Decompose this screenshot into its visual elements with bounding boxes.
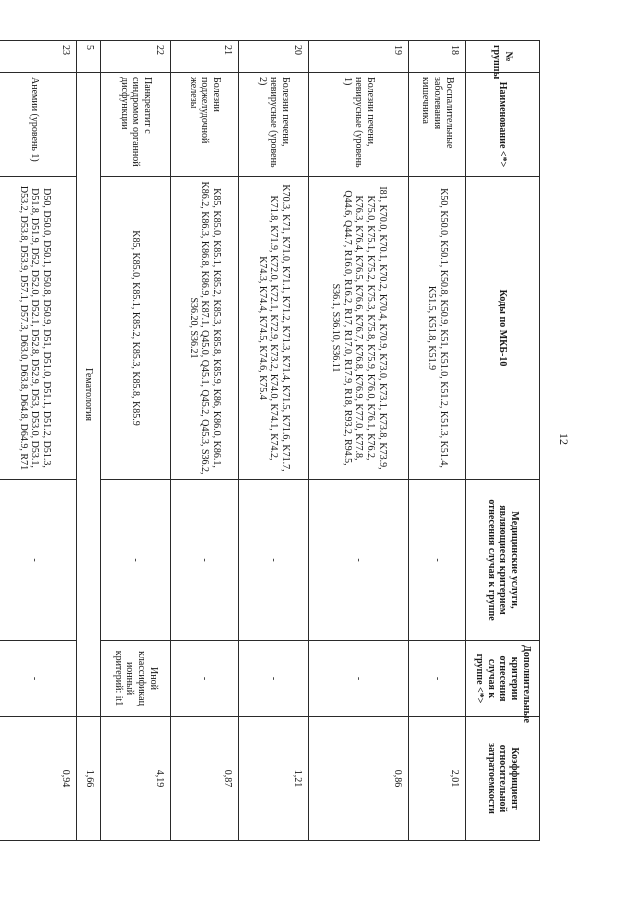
table-row: [409, 41, 466, 841]
coefficient-cell: 0,94: [0, 717, 77, 841]
icd-codes: I81, K70.0, K70.1, K70.2, K70.4, K70.9, K73.0, K73.1, K73.8, K73.9, K75.0, K75.1, K75.2, K75.3, K75.8, K75.9, K76.0, K76.1, K76.2, K76.3, K76.4, K76.5, K76.6, K76.7, K76.8, K76.9, K77.0, K77.8, Q44.6, Q44.7, R16.0, R16.2, R17, R17.0, R17.9, R18, R93.2, R94.5, S36.1, S36.10, S36.11: [309, 177, 409, 480]
header-name: Наименование <*>: [466, 73, 540, 177]
extra-criteria-cell: -: [171, 641, 239, 717]
icd-codes: K85, K85.0, K85.1, K85.2, K85.3, K85.8, K85.9, K86, K86.0, K86.1, K86.2, K86.3, K86.8, K86.9, K87.1, Q45.0, Q45.1, Q45.2, Q45.3, S36.2, S36.20, S36.21: [171, 177, 239, 480]
services-cell: -: [309, 480, 409, 641]
section-title: Гематология: [77, 73, 101, 717]
group-number: 22: [101, 41, 171, 73]
coefficient-cell: 1,21: [239, 717, 309, 841]
table-row: [101, 41, 171, 841]
services-cell: -: [0, 480, 77, 641]
extra-criteria-cell: -: [409, 641, 466, 717]
header-coef: Коэффициент относительной затратоемкости: [466, 717, 540, 841]
table-row: [171, 41, 239, 841]
section-number: 5: [77, 41, 101, 73]
group-number: 21: [171, 41, 239, 73]
page-number: 12: [557, 433, 571, 445]
header-services: Медицинские услуги, являющиеся критерием отнесения случая к группе: [466, 480, 540, 641]
group-name: Анемии (уровень 1): [0, 73, 77, 177]
extra-criteria-cell: Иной классификац ионный критерий: it1: [101, 641, 171, 717]
extra-criteria-cell: -: [309, 641, 409, 717]
header-num: № группы: [466, 41, 540, 73]
table-row: [0, 41, 77, 841]
group-number: 19: [309, 41, 409, 73]
services-cell: -: [101, 480, 171, 641]
header-row: [466, 41, 540, 841]
coefficient-cell: 0,86: [309, 717, 409, 841]
header-extra: Дополнительные критерии отнесения случая к группе <*>: [466, 641, 540, 717]
icd-codes: K70.3, K71, K71.0, K71.1, K71.2, K71.3, K71.4, K71.5, K71.6, K71.7, K71.8, K71.9, K72.0, K72.1, K72.9, K73.2, K74.0, K74.1, K74.2, K74.3, K74.4, K74.5, K74.6, K75.4: [239, 177, 309, 480]
icd-codes: K85, K85.0, K85.1, K85.2, K85.3, K85.8, K85.9: [101, 177, 171, 480]
section-coefficient: 1,66: [77, 717, 101, 841]
coefficient-cell: 2,01: [409, 717, 466, 841]
coefficient-cell: 4,19: [101, 717, 171, 841]
services-cell: -: [171, 480, 239, 641]
coefficient-cell: 0,87: [171, 717, 239, 841]
services-cell: -: [239, 480, 309, 641]
group-name: Воспалительные заболевания кишечника: [409, 73, 466, 177]
group-number: 23: [0, 41, 77, 73]
icd-codes: K50, K50.0, K50.1, K50.8, K50.9, K51, K51.0, K51.2, K51.3, K51.4, K51.5, K51.8, K51.9: [409, 177, 466, 480]
extra-criteria-cell: -: [0, 641, 77, 717]
table-row: [239, 41, 309, 841]
group-number: 18: [409, 41, 466, 73]
header-codes: Коды по МКБ-10: [466, 177, 540, 480]
extra-criteria-cell: -: [239, 641, 309, 717]
icd-codes: D50, D50.0, D50.1, D50.8, D50.9, D51, D51.0, D51.1, D51.2, D51.3, D51.8, D51.9, D52, D52.0, D52.1, D52.8, D52.9, D53, D53.0, D53.1, D53.2, D53.8, D53.9, D57.1, D57.3, D63.0, D63.8, D64.8, D64.9, R71: [0, 177, 77, 480]
group-name: Болезни поджелудочной железы: [171, 73, 239, 177]
services-cell: -: [409, 480, 466, 641]
group-name: Болезни печени, невирусные (уровень 2): [239, 73, 309, 177]
table-row: [309, 41, 409, 841]
group-name: Панкреатит с синдромом органной дисфункции: [101, 73, 171, 177]
group-name: Болезни печени, невирусные (уровень 1): [309, 73, 409, 177]
groups-table: [0, 40, 540, 841]
rotated-page: [17, 40, 580, 840]
group-number: 20: [239, 41, 309, 73]
section-row: [77, 41, 101, 841]
